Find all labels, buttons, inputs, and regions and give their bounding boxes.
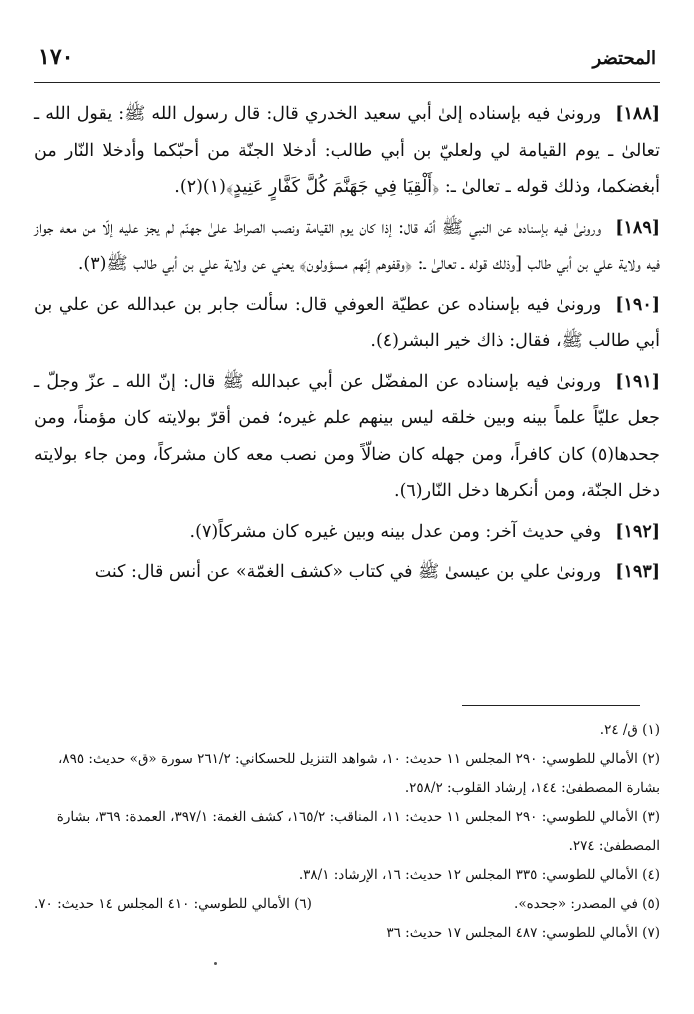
paragraph-193	[34, 554, 660, 591]
paragraph-text: ورونىٰ فيه بإسناده عن المفضّل عن أبي عبدالله ﷺ قال: إنّ الله ـ عزّ وجلّ ـ جعل عليّاً علماً بينه وبين خلقه ليس بينهم علم غيره؛ فمن أقرّ بولايته كان مؤمناً، ومن جحدها(٥) كان كافراً، ومن جهله كان ضالّاً ومن نصب معه كان مشركاً، ومن جاء بولايته دخل الجنّة، ومن أنكرها دخل النّار(٦).	[34, 371, 660, 501]
footnote-6: (٦) الأمالي للطوسي: ٤١٠ المجلس ١٤ حديث: ٧٠.	[34, 896, 312, 912]
main-text	[34, 96, 660, 686]
paragraph-number: [١٩٣]	[615, 562, 660, 582]
paragraph-text: وفي حديث آخر: ومن عدل بينه وبين غيره كان مشركاً(٧).	[189, 521, 602, 542]
footnote-row	[34, 890, 660, 919]
page-number: ١٧٠	[38, 44, 74, 70]
footnote-3: (٣) الأمالي للطوسي: ٢٩٠ المجلس ١١ حديث: ١١، المناقب: ١٦٥/٢، كشف الغمة: ٣٩٧/١، العمدة: ٣٦٩، بشارة المصطفىٰ: ٢٧٤.	[56, 809, 660, 854]
running-title: المحتضر	[592, 48, 656, 69]
paragraph-191	[34, 364, 660, 510]
page-header	[34, 42, 660, 83]
paragraph-number: [١٩٠]	[615, 294, 660, 315]
paragraph-number: [١٨٩]	[615, 217, 660, 238]
footnote-7: (٧) الأمالي للطوسي: ٤٨٧ المجلس ١٧ حديث: ٣٦	[386, 925, 660, 941]
paragraph-text: ورونىٰ فيه بإسناده إلىٰ أبي سعيد الخدري قال: قال رسول الله ﷺ: يقول الله ـ تعالىٰ ـ يوم القيامة لي ولعليّ بن أبي طالب: أدخلا الجنّة من أحبّكما وأدخلا النّار من أبغضكما، وذلك قوله ـ تعالىٰ ـ: ﴿أَلْقِيَا فِي جَهَنَّمَ كُلَّ كَفَّارٍ عَنِيدٍ﴾(١)(٢).	[34, 104, 660, 197]
paragraph-number: [١٨٨]	[615, 104, 660, 124]
stray-dot	[214, 962, 217, 965]
paragraph-number: [١٩٢]	[615, 521, 660, 542]
footnote-4: (٤) الأمالي للطوسي: ٣٣٥ المجلس ١٢ حديث: ١٦، الإرشاد: ٣٨/١.	[298, 867, 660, 883]
paragraph-text: ورونىٰ علي بن عيسىٰ ﷺ في كتاب «كشف الغمّة» عن أنس قال: كنت	[94, 562, 602, 582]
paragraph-192	[34, 514, 660, 551]
footnotes	[34, 716, 660, 948]
footnote-5: (٥) في المصدر: «جحده».	[514, 896, 660, 912]
footnote-1: (١) ق/ ٢٤.	[599, 722, 660, 738]
footnote-divider	[462, 705, 640, 706]
footnote-2: (٢) الأمالي للطوسي: ٢٩٠ المجلس ١١ حديث: ١٠، شواهد التنزيل للحسكاني: ٢٦١/٢ سورة «ق» حديث: ٨٩٥، بشارة المصطفىٰ: ١٤٤، إرشاد القلوب: ٢٥٨/٢.	[57, 751, 660, 796]
paragraph-190	[34, 287, 660, 360]
paragraph-189	[34, 210, 660, 283]
paragraph-188	[34, 96, 660, 206]
paragraph-number: [١٩١]	[615, 371, 660, 392]
paragraph-text: ورونىٰ فيه بإسناده عن النبي ﷺ أنّه قال: إذا كان يوم القيامة ونصب الصراط علىٰ جهنّم لم يجز عليه إلّا من معه جواز فيه ولاية علي بن أبي طالب [وذلك قوله ـ تعالىٰ ـ: ﴿وقفوهم إنّهم مسؤولون﴾ يعني عن ولاية علي بن أبي طالب ﷺ(٣).	[34, 217, 660, 274]
paragraph-text: ورونىٰ فيه بإسناده عن عطيّة العوفي قال: سألت جابر بن عبدالله عن علي بن أبي طالب ﷺ، فقال: ذاك خير البشر(٤).	[34, 294, 660, 351]
